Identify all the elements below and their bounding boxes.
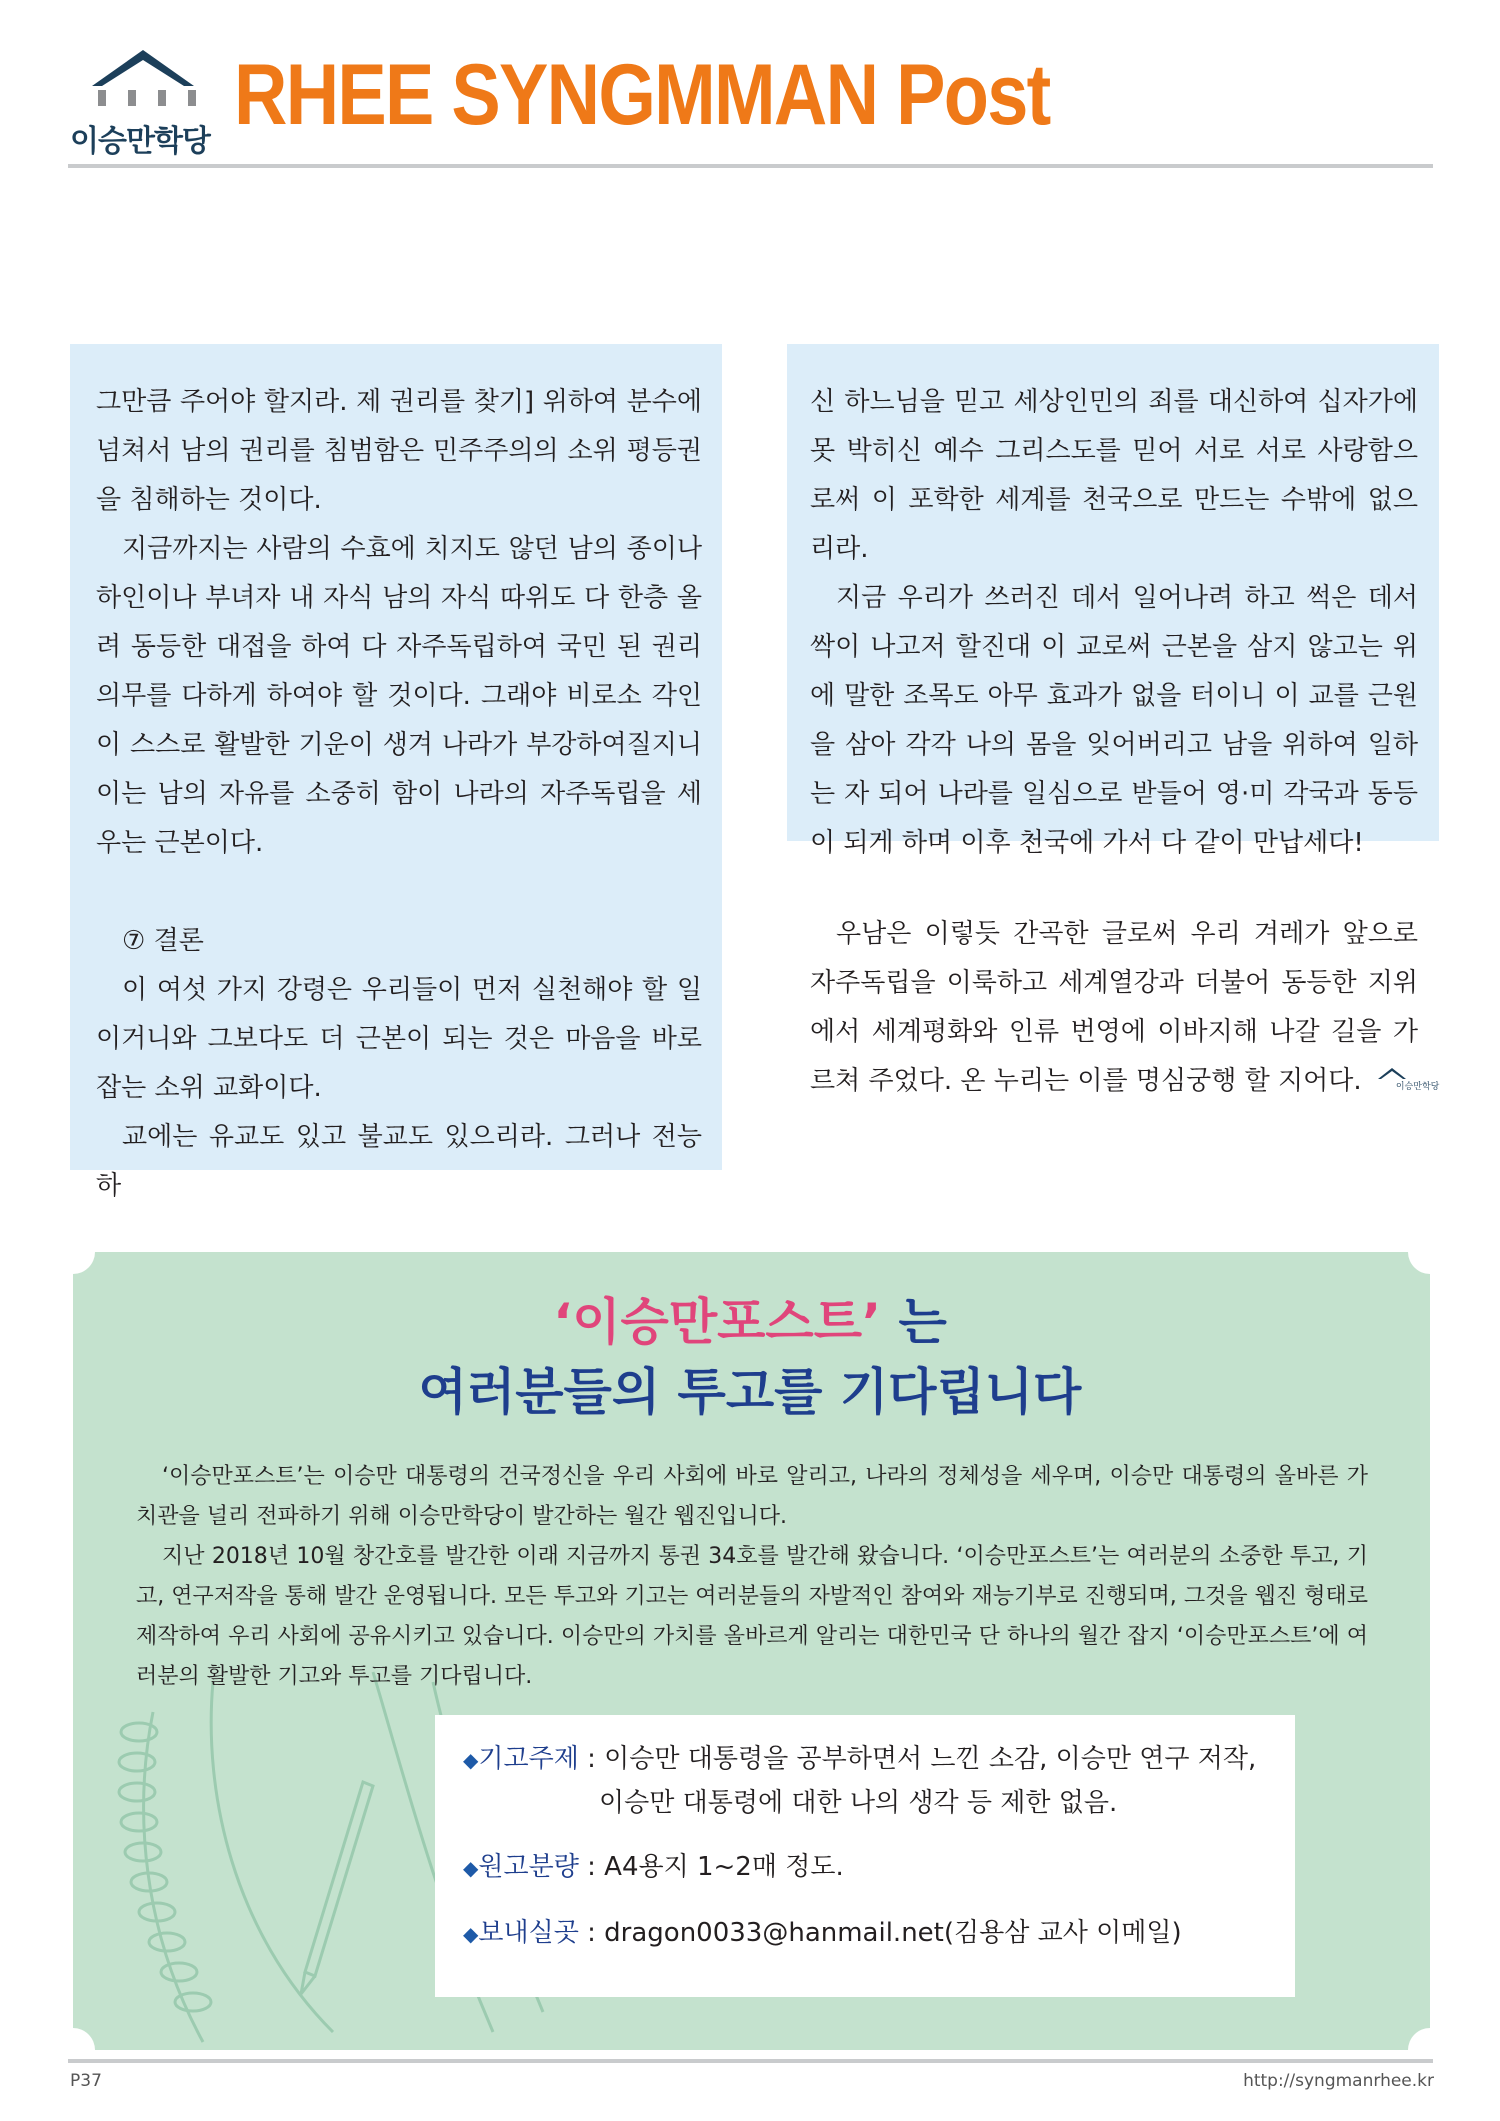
closing-paragraph: 우남은 이렇듯 간곡한 글로써 우리 겨레가 앞으로 자주독립을 이룩하고 세계열강과 더불어 동등한 지위에서 세계평화와 인류 번영에 이바지해 나갈 길을 가르쳐 주었다. 온 누리는 이를 명심궁행 할 지어다. 이승만학당 xyxy=(810,919,1440,1096)
paragraph: 지금 우리가 쓰러진 데서 일어나려 하고 썩은 데서 싹이 나고저 할진대 이 교로써 근본을 삼지 않고는 위에 말한 조목도 아무 효과가 없을 터이니 이 교를 근원을 삼아 각각 나의 몸을 잊어버리고 남을 위하여 일하는 자 되어 나라를 일심으로 받들어 영·미 각국과 동등이 되게 하며 이후 천국에 가서 다 같이 만납세다! xyxy=(810,583,1418,858)
section-heading: ⑦ 결론 xyxy=(122,926,204,956)
end-mark-logo: 이승만학당 xyxy=(1370,1067,1414,1097)
paragraph: 지금까지는 사람의 수효에 치지도 않던 남의 종이나 하인이나 부녀자 내 자식 남의 자식 따위도 다 한층 올려 동등한 대접을 하여 다 자주독립하여 국민 된 권리 의무를 다하게 하여야 할 것이다. 그래야 비로소 각인이 스스로 활발한 기운이 생겨 나라가 부강하여질지니 이는 남의 자유를 소중히 함이 나라의 자주독립을 세우는 근본이다. xyxy=(96,534,702,858)
header-divider xyxy=(68,164,1433,168)
notice-paragraph: ‘이승만포스트’는 이승만 대통령의 건국정신을 우리 사회에 바로 알리고, 나라의 정체성을 세우며, 이승만 대통령의 올바른 가치관을 널리 전파하기 위해 이승만학당이 발간하는 월간 웹진입니다. xyxy=(136,1464,1368,1529)
spacer xyxy=(96,868,702,917)
notice-body xyxy=(136,1457,1368,1697)
right-column-text xyxy=(810,378,1418,868)
house-roof-icon xyxy=(88,48,198,92)
submission-info-box xyxy=(435,1715,1295,1997)
notice-title-name: 이승만포스트 xyxy=(572,1293,863,1351)
info-topic-continued: 이승만 대통령에 대한 나의 생각 등 제한 없음. xyxy=(599,1788,1118,1818)
website-link[interactable]: http://syngmanrhee.kr xyxy=(1243,2071,1434,2091)
closing-text xyxy=(810,910,1440,1106)
header xyxy=(68,46,1433,166)
paragraph: 신 하느님을 믿고 세상인민의 죄를 대신하여 십자가에 못 박히신 예수 그리스도를 믿어 서로 서로 사랑함으로써 이 포학한 세계를 천국으로 만드는 수밖에 없으리라. xyxy=(810,387,1418,564)
masthead-title: RHEE SYNGMMAN Post xyxy=(234,47,1050,143)
end-mark-roof-icon xyxy=(1377,1067,1407,1081)
info-length: ◆원고분량 : A4용지 1~2매 정도. xyxy=(463,1852,844,1882)
paragraph: 그만큼 주어야 할지라. 제 권리를 찾기] 위하여 분수에 넘쳐서 남의 권리를 침범함은 민주주의의 소위 평등권을 침해하는 것이다. xyxy=(96,387,702,515)
logo-text: 이승만학당 xyxy=(70,124,210,159)
left-column-text xyxy=(96,378,702,1211)
notice-paragraph: 지난 2018년 10월 창간호를 발간한 이래 지금까지 통권 34호를 발간해 왔습니다. ‘이승만포스트’는 여러분의 소중한 투고, 기고, 연구저작을 통해 발간 운영됩니다. 모든 투고와 기고는 여러분들의 자발적인 참여와 재능기부로 진행되며, 그것을 웹진 형태로 제작하여 우리 사회에 공유시키고 있습니다. 이승만의 가치를 올바르게 알리는 대한민국 단 하나의 월간 잡지 ‘이승만포스트’에 여러분의 활발한 기고와 투고를 기다립니다. xyxy=(136,1544,1368,1689)
notice-title-line1: ‘이승만포스트’ 는 xyxy=(553,1293,947,1351)
paragraph: 이 여섯 가지 강령은 우리들이 먼저 실천해야 할 일이거니와 그보다도 더 근본이 되는 것은 마음을 바로 잡는 소위 교화이다. xyxy=(96,975,702,1103)
info-topic: ◆기고주제 : 이승만 대통령을 공부하면서 느낀 소감, 이승만 연구 저작, xyxy=(463,1744,1257,1774)
paragraph: 교에는 유교도 있고 불교도 있으리라. 그러나 전능하 xyxy=(96,1122,702,1201)
logo xyxy=(68,46,218,159)
email-address[interactable]: dragon0033@hanmail.net(김용삼 교사 이메일) xyxy=(604,1918,1182,1948)
page-number: P37 xyxy=(70,2071,102,2091)
info-send-to: ◆보내실곳 : dragon0033@hanmail.net(김용삼 교사 이메일) xyxy=(463,1918,1182,1948)
footer-divider xyxy=(68,2059,1433,2063)
notice-title-line2: 여러분들의 투고를 기다립니다 xyxy=(418,1363,1082,1421)
